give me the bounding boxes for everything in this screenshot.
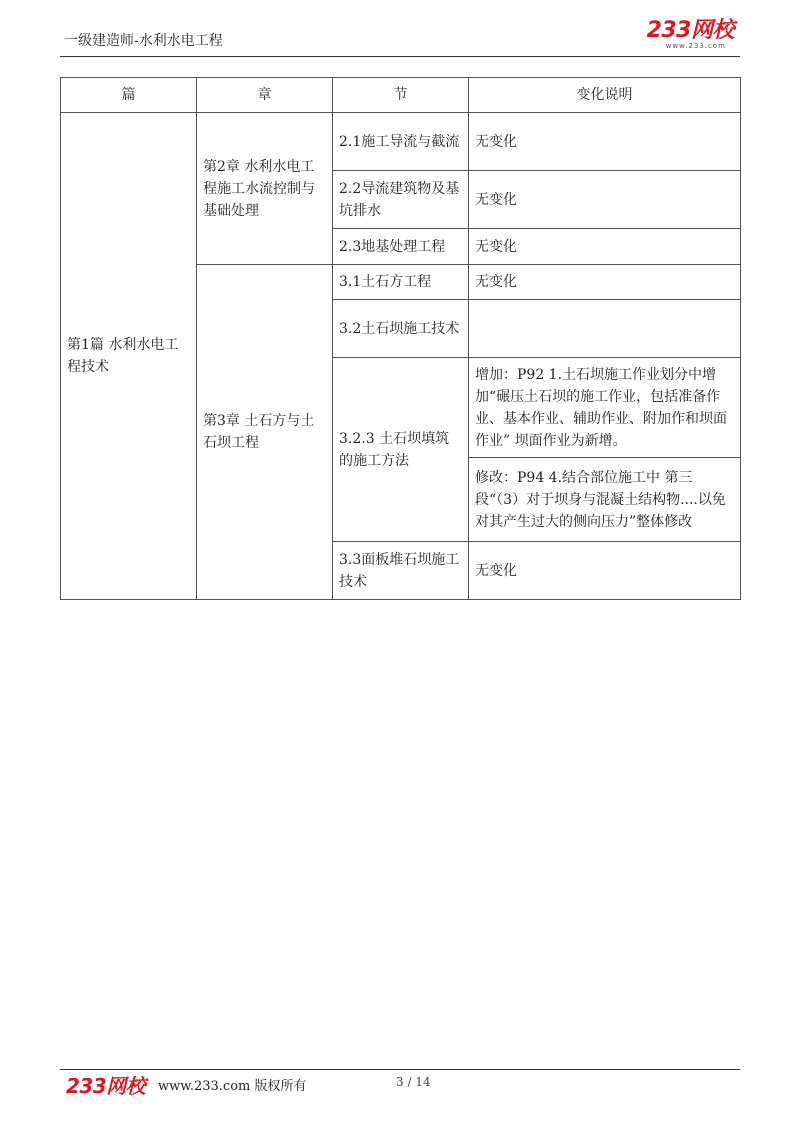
section-cell: 3.2土石坝施工技术 [333,300,469,358]
changes-table [60,77,741,600]
change-cell: 无变化 [469,265,741,300]
change-cell: 无变化 [469,171,741,229]
document-header-title: 一级建造师-水利水电工程 [64,33,223,49]
section-cell: 2.3地基处理工程 [333,229,469,265]
change-cell: 无变化 [469,542,741,600]
change-cell: 无变化 [469,229,741,265]
brand-logo-text: 233网校 [646,18,734,43]
change-cell: 增加：P92 1.土石坝施工作业划分中增加“碾压土石坝的施工作业，包括准备作业、基本作业、辅助作业、附加作和坝面作业” 坝面作业为新增。 [469,358,741,458]
change-cell: 修改：P94 4.结合部位施工中 第三段“（3）对于坝身与混凝土结构物....以免对其产生过大的侧向压力”整体修改 [469,458,741,542]
brand-logo-url: www.233.com [665,42,726,50]
table-row [61,113,741,171]
header-section: 节 [333,78,469,113]
header-change: 变化说明 [469,78,741,113]
section-cell: 3.1土石方工程 [333,265,469,300]
footer-copyright: www.233.com 版权所有 [158,1079,307,1094]
footer-divider [60,1069,740,1070]
footer-brand-logo: 233网校 [66,1074,146,1098]
section-cell: 3.3面板堆石坝施工技术 [333,542,469,600]
header-part: 篇 [61,78,197,113]
part-cell: 第1篇 水利水电工程技术 [61,113,197,600]
section-cell: 2.2导流建筑物及基坑排水 [333,171,469,229]
brand-logo [647,20,734,50]
chapter-cell: 第2章 水利水电工程施工水流控制与基础处理 [197,113,333,265]
change-cell [469,300,741,358]
change-cell: 无变化 [469,113,741,171]
table-header-row [61,78,741,113]
header-divider [60,56,740,57]
header-chapter: 章 [197,78,333,113]
chapter-cell: 第3章 土石方与土石坝工程 [197,265,333,600]
section-cell: 2.1施工导流与截流 [333,113,469,171]
section-cell: 3.2.3 土石坝填筑的施工方法 [333,358,469,542]
page-number: 3 / 14 [396,1075,431,1089]
